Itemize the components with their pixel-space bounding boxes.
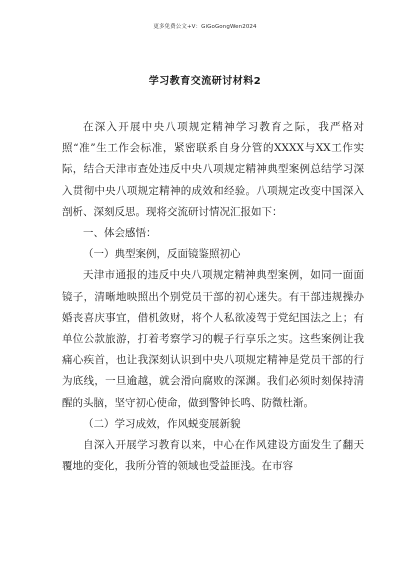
intro-paragraph: 在深入开展中央八项规定精神学习教育之际，我严格对照“准”生工作会标准，紧密联系自身分管的XXXX与XX工作实际，结合天津市查处违反中央八项规定精神典型案例总结学习深入贯彻中央八项规定精神的成效和经验。八项规定改变中国深入剖析、深刻反思。现将交流研讨情况汇报如下： <box>62 121 364 218</box>
subsection-heading-cases: （一）典型案例，反面镜鉴照初心 <box>83 248 241 261</box>
cases-paragraph: 天津市通报的违反中央八项规定精神典型案例，如同一面面镜子，清晰地映照出个别党员干部的初心迷失。有干部违规操办婚丧喜庆事宜，借机敛财，将个人私欲凌驾于党纪国法之上；有单位公款旅游，打着考察学习的幌子行享乐之实。这些案例让我痛心疾首，也让我深刻认识到中央八项规定精神是党员干部的行为底线，一旦逾越，就会滑向腐败的深渊。我们必须时刻保持清醒的头脑，坚守初心使命，做到警钟长鸣、防微杜渐。 <box>62 269 364 409</box>
subsection-heading-results: （二）学习成效，作风蜕变展新貌 <box>83 417 241 430</box>
results-paragraph: 自深入开展学习教育以来，中心在作风建设方面发生了翻天覆地的变化，我所分管的领域也受益匪浅。在市容 <box>62 439 364 473</box>
document-body <box>62 117 364 477</box>
document-title: 学习教育交流研讨材料2 <box>148 76 262 87</box>
section-heading-experience: 一、体会感悟： <box>83 227 157 240</box>
header-note: 更多免费公文+V：GiGoGongWen2024 <box>153 24 257 30</box>
